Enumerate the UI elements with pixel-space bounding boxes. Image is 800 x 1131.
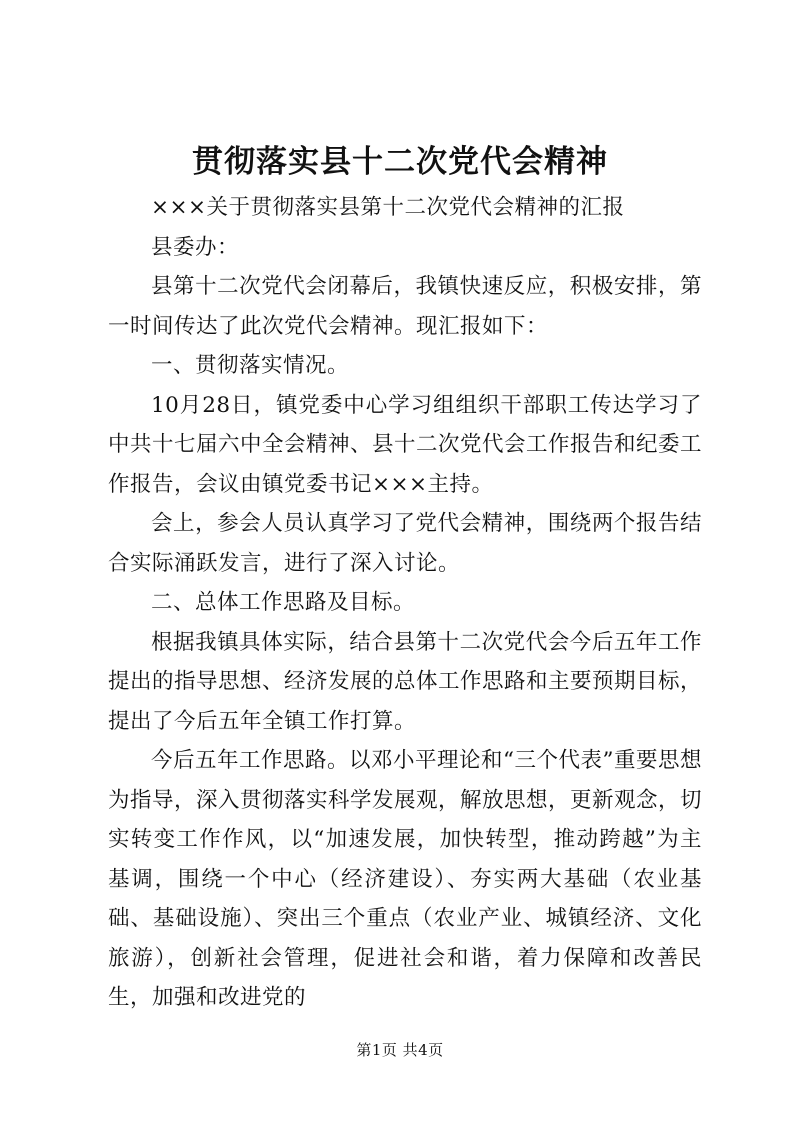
paragraph-intro: 县第十二次党代会闭幕后，我镇快速反应，积极安排，第一时间传达了此次党代会精神。现汇报如下： [108,274,702,339]
page-number-footer: 第1页 共4页 [356,1041,444,1059]
paragraph-plan: 根据我镇具体实际，结合县第十二次党代会今后五年工作提出的指导思想、经济发展的总体工作思路和主要预期目标，提出了今后五年全镇工作打算。 [108,629,703,734]
paragraph-discussion: 会上，参会人员认真学习了党代会精神，围绕两个报告结合实际涌跃发言，进行了深入讨论。 [108,511,702,576]
paragraph-work-ideas: 今后五年工作思路。以邓小平理论和“三个代表”重要思想为指导，深入贯彻落实科学发展观，解放思想，更新观念，切实转变工作作风，以“加速发展，加快转型，推动跨越”为主基调，围绕一个中心（经济建设）、夯实两大基础（农业基础、基础设施）、突出三个重点（农业产业、城镇经济、文化旅游），创新社会管理，促进社会和谐，着力保障和改善民生，加强和改进党的 [108,748,703,1010]
paragraph-report-heading: ×××关于贯彻落实县第十二次党代会精神的汇报 [151,195,625,220]
paragraph-addressee: 县委办： [151,234,240,260]
section-heading-2: 二、总体工作思路及目标。 [151,590,416,615]
paragraph-meeting: 10月28日，镇党委中心学习组组织干部职工传达学习了中共十七届六中全会精神、县十二次党代会工作报告和纪委工作报告，会议由镇党委书记×××主持。 [108,392,703,497]
document-title: 贯彻落实县十二次党代会精神 [192,144,608,180]
section-heading-1: 一、贯彻落实情况。 [151,353,350,378]
document-body [108,188,702,1018]
